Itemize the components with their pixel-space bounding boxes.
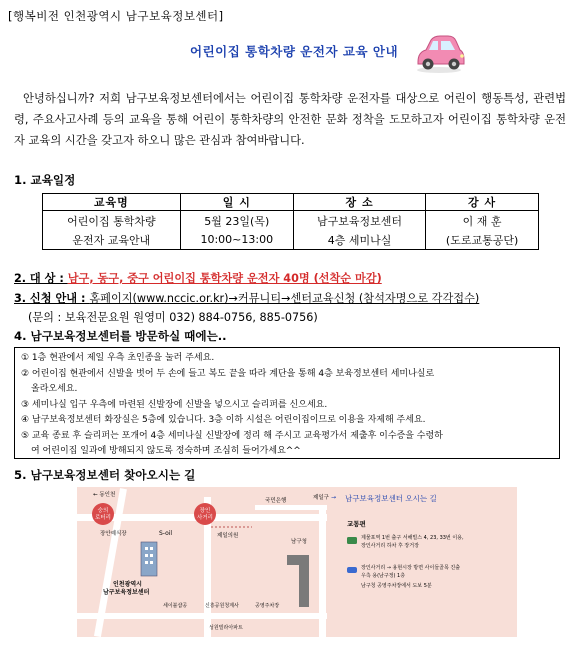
target-label: 2. 대 상 :	[14, 272, 68, 285]
table-cell: 어린이집 통학차량	[43, 211, 181, 231]
table-row	[43, 230, 539, 250]
table-cell: 4층 세미나실	[293, 230, 425, 250]
car-text-1: 장인사거리 → 용현시장 방면 사이들골목 진출	[361, 565, 461, 571]
car-text-3: 남구청 공영주차장에서 도보 5분	[361, 583, 432, 589]
arrow-label: →	[331, 494, 337, 501]
pink-car-icon	[412, 32, 467, 74]
schedule-table	[42, 193, 539, 250]
instruction-item: ② 어린이집 현관에서 신발을 벗어 두 손에 들고 복도 끝을 따라 계단을 통해 4층 보육정보센터 세미나실로	[21, 368, 435, 379]
instruction-item: ⑤ 교육 종료 후 슬리퍼는 포개어 4층 세미나실 신발장에 정리 해 주시고 교육평가서 제출후 이수증을 수령하	[21, 430, 443, 441]
table-row	[43, 211, 539, 231]
jangan-label: 장안예식장	[100, 531, 127, 537]
namgu-office-label: 남구청	[291, 539, 307, 545]
rotary-label: 로터리	[95, 515, 111, 521]
instruction-item: 여 어린이집 일과에 방해되지 않도록 정숙하며 조심히 들어가세요^^	[31, 446, 301, 456]
instruction-item: ① 1층 현관에서 제일 우측 초인종을 눌러 주세요.	[21, 353, 215, 363]
soongui-label: 숭의	[97, 508, 109, 514]
jeilgu-label: 제일구	[313, 495, 329, 501]
section-heading-visit: 4. 남구보육정보센터를 방문하실 때에는..	[14, 329, 227, 343]
section-application	[14, 290, 479, 306]
header-organization: [행복비전 인천광역시 남구보육정보센터]	[8, 9, 224, 23]
bus-icon	[347, 537, 357, 544]
table-header-row	[43, 194, 539, 211]
sinheung-label: 신흥공원청계사	[205, 603, 239, 609]
jeil-hospital-label: 제일의원	[217, 533, 239, 539]
road-horizontal-bottom	[77, 613, 327, 619]
table-cell: 5월 23일(목)	[180, 211, 293, 231]
samil-label: 세이블샵공	[163, 603, 188, 609]
application-link[interactable]: 홈페이지(www.nccic.or.kr)→커뮤니티→센터교육신청 (참석자명으로 각각접수)	[89, 292, 480, 305]
soongui-rotary-marker	[92, 503, 114, 525]
intersection-label: 사거리	[197, 515, 213, 521]
center-label-line2: 남구보육정보센터	[103, 589, 150, 596]
center-building	[141, 542, 157, 576]
intro-paragraph: 안녕하십니까? 저희 남구보육정보센터에서는 어린이집 통학차량 운전자를 대상으로 어린이 행동특성, 관련법령, 주요사고사례 등의 교육을 통해 어린이 통학차량의 안전한 문화 정착을 도모하고자 어린이집 통학차량 운전자 교육의 시간을 갖고자 하오니 많은 관심과 참여바랍니다.	[14, 92, 566, 147]
parking-label: 공영주차장	[255, 603, 280, 609]
road-upper-right	[255, 505, 327, 510]
section-heading-directions: 5. 남구보육정보센터 찾아오시는 길	[14, 468, 196, 482]
instruction-item: ④ 남구보육정보센터 화장실은 5층에 있습니다. 3층 이하 시설은 어린이집이므로 이용을 자제해 주세요.	[21, 415, 426, 425]
section-target	[14, 270, 382, 286]
car-icon	[347, 567, 357, 573]
car-text-2: 우측 용(남구정) 1층	[361, 573, 406, 579]
map-title: 남구보육정보센터 오시는 길	[345, 494, 437, 503]
center-label-line1: 인천광역시	[113, 581, 142, 588]
table-cell: 남구보육정보센터	[293, 211, 425, 231]
instruction-item: ③ 세미나실 입구 우측에 마련된 신발장에 신발을 넣으시고 슬리퍼를 신으세요.	[21, 399, 328, 410]
dongincheon-label: ← 동인천	[93, 492, 116, 498]
table-cell: (도로교통공단)	[426, 230, 539, 250]
jeongin-label: 장인	[199, 508, 211, 514]
table-cell: 운전자 교육안내	[43, 230, 181, 250]
visit-instructions-box	[14, 347, 560, 459]
section-heading-schedule: 1. 교육일정	[14, 173, 76, 187]
soil-label: S-oil	[159, 530, 173, 537]
kookmin-bank-label: 국민은행	[265, 498, 287, 504]
bus-text-1: 제물포역 1번 출구 서해빌스 4, 23, 33번 이용,	[361, 535, 464, 541]
table-cell: 이 재 훈	[426, 211, 539, 231]
instruction-item: 올라오세요.	[31, 384, 78, 394]
target-text: 남구, 동구, 중구 어린이집 통학차량 운전자 40명 (선착순 마감)	[67, 272, 382, 285]
jeongin-intersection-marker	[194, 503, 216, 525]
bus-text-2: 장인사거리 하차 후 장거장	[361, 543, 419, 549]
contact-info: (문의 : 보육전문요원 원영미 032) 884-0756, 885-0756)	[28, 311, 318, 324]
column-header: 일 시	[180, 194, 293, 211]
column-header: 강 사	[426, 194, 539, 211]
table-cell: 10:00~13:00	[180, 230, 293, 250]
column-header: 장 소	[293, 194, 425, 211]
sungwon-label: 성원빌라아파트	[209, 625, 243, 631]
page-title: 어린이집 통학차량 운전자 교육 안내	[190, 44, 399, 59]
directions-map	[77, 487, 517, 637]
column-header: 교육명	[43, 194, 181, 211]
transport-heading: 교통편	[347, 520, 366, 528]
application-label: 3. 신청 안내 :	[14, 292, 90, 305]
